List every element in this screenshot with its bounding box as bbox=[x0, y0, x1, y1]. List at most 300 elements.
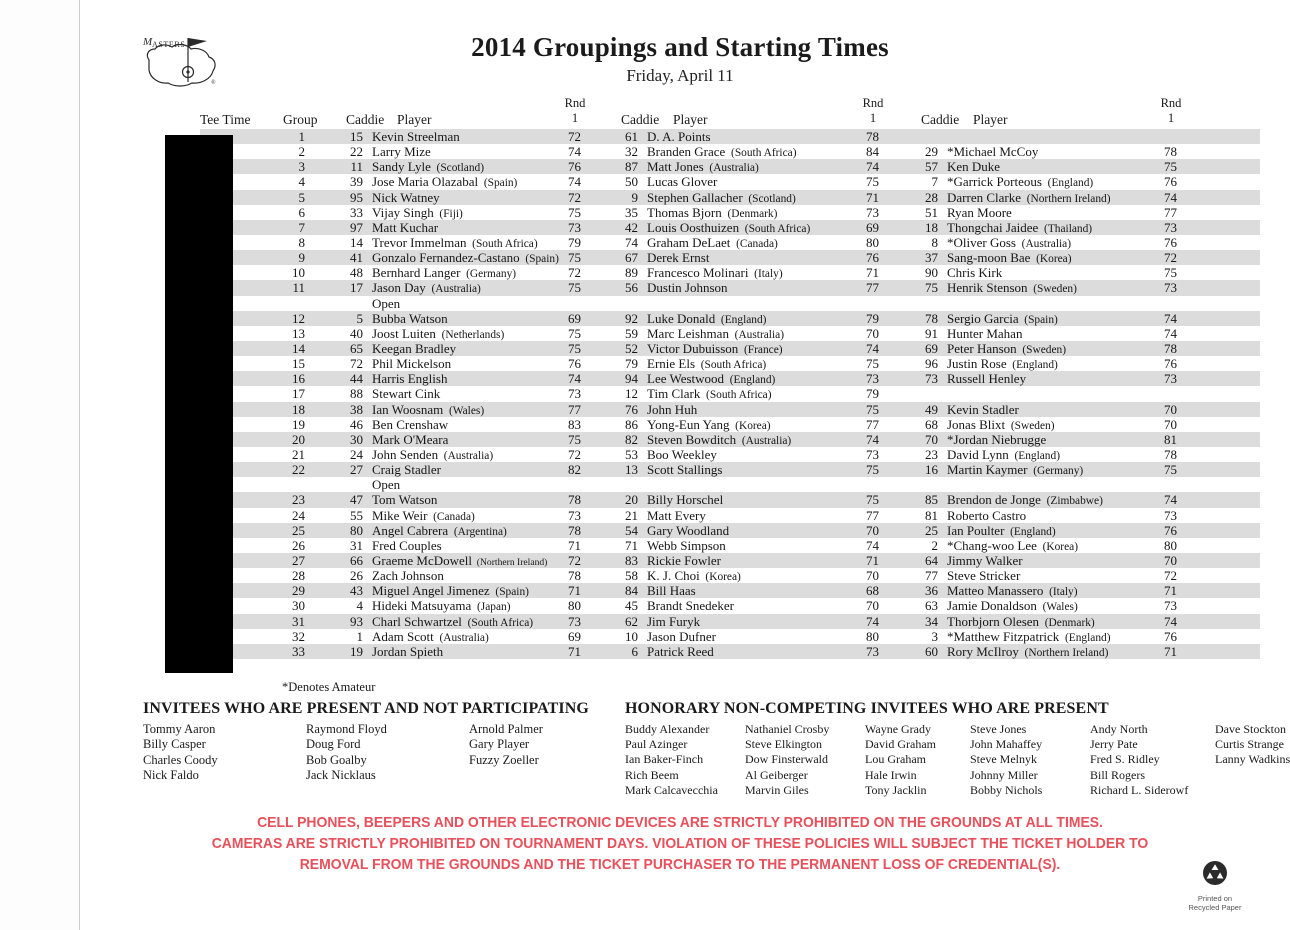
caddie-number: 40 bbox=[350, 325, 363, 341]
player-name: Thomas Bjorn (Denmark) bbox=[647, 204, 778, 220]
player-name: Justin Rose (England) bbox=[947, 356, 1058, 372]
caddie-number: 78 bbox=[925, 310, 938, 326]
caddie-number: 81 bbox=[925, 507, 938, 523]
player-country: (Germany) bbox=[1027, 465, 1084, 478]
group-number: 1 bbox=[298, 129, 305, 144]
caddie-number: 51 bbox=[925, 204, 938, 220]
player-country: (Northern Ireland) bbox=[1018, 646, 1109, 659]
table-row bbox=[200, 523, 1260, 538]
honorary-invitees-names bbox=[625, 722, 1290, 804]
player-country: (Australia) bbox=[1015, 237, 1072, 250]
caddie-number: 88 bbox=[350, 386, 363, 402]
caddie-number: 91 bbox=[925, 325, 938, 341]
round-1-score: 73 bbox=[866, 371, 879, 387]
round-1-score: 76 bbox=[1164, 174, 1177, 190]
caddie-number: 84 bbox=[625, 583, 638, 599]
table-row bbox=[200, 250, 1260, 265]
player-name: Ben Crenshaw bbox=[372, 416, 449, 432]
header-tee-time: Tee Time bbox=[200, 112, 251, 127]
honorary-invitee-name: Paul Azinger bbox=[625, 737, 688, 752]
table-row bbox=[200, 386, 1260, 401]
caddie-number: 57 bbox=[925, 159, 938, 175]
table-body bbox=[200, 129, 1260, 659]
caddie-number: 10 bbox=[625, 628, 638, 644]
group-number: 8 bbox=[298, 234, 305, 250]
player-name: Kevin Streelman bbox=[372, 129, 460, 144]
caddie-number: 97 bbox=[350, 219, 363, 235]
player-country: (Korea) bbox=[729, 419, 771, 432]
caddie-number: 42 bbox=[625, 219, 638, 235]
table-row bbox=[200, 402, 1260, 417]
player-name: Russell Henley bbox=[947, 371, 1027, 387]
round-1-score: 73 bbox=[568, 507, 581, 523]
table-row bbox=[200, 447, 1260, 462]
table-row bbox=[200, 462, 1260, 477]
group-number: 9 bbox=[298, 250, 305, 266]
player-name: Sang-moon Bae (Korea) bbox=[947, 250, 1072, 266]
round-1-score: 69 bbox=[568, 628, 581, 644]
player-name: Ryan Moore bbox=[947, 204, 1012, 220]
caddie-number: 8 bbox=[931, 234, 938, 250]
table-row bbox=[200, 614, 1260, 629]
caddie-number: 68 bbox=[925, 416, 938, 432]
player-name: Matt Jones (Australia) bbox=[647, 159, 759, 175]
caddie-number: 65 bbox=[350, 340, 363, 356]
round-1-score: 72 bbox=[568, 129, 581, 144]
honorary-invitees-section bbox=[625, 700, 1290, 804]
group-number: 28 bbox=[292, 568, 305, 584]
player-name: Larry Mize bbox=[372, 144, 431, 160]
round-1-score: 71 bbox=[866, 189, 879, 205]
table-row bbox=[200, 159, 1260, 174]
round-1-score: 69 bbox=[568, 310, 581, 326]
honorary-invitee-name: Tony Jacklin bbox=[865, 782, 927, 797]
player-country: (Sweden) bbox=[1005, 419, 1055, 432]
round-1-score: 74 bbox=[1164, 325, 1177, 341]
player-country: (England) bbox=[1041, 177, 1094, 190]
player-name: Gary Woodland bbox=[647, 522, 730, 538]
group-number: 3 bbox=[298, 159, 305, 175]
player-name: Steven Bowditch (Australia) bbox=[647, 431, 792, 447]
player-country: (Denmark) bbox=[721, 207, 778, 220]
invitees-not-participating-section bbox=[143, 700, 643, 790]
player-name: Adam Scott (Australia) bbox=[372, 628, 489, 644]
player-country: (Australia) bbox=[703, 162, 759, 175]
player-name: Angel Cabrera (Argentina) bbox=[372, 522, 507, 538]
player-name: Sandy Lyle (Scotland) bbox=[372, 159, 485, 175]
player-country: (England) bbox=[1006, 359, 1058, 372]
player-name: *Oliver Goss (Australia) bbox=[947, 234, 1072, 250]
round-1-score: 74 bbox=[568, 174, 581, 190]
round-1-score: 76 bbox=[568, 356, 581, 372]
player-country: (Wales) bbox=[443, 404, 485, 417]
caddie-number: 27 bbox=[350, 462, 363, 478]
caddie-number: 73 bbox=[925, 371, 938, 387]
round-1-score: 76 bbox=[1164, 356, 1177, 372]
player-country: (South Africa) bbox=[695, 359, 767, 372]
player-country: (Scotland) bbox=[430, 162, 485, 175]
player-name: D. A. Points bbox=[647, 129, 711, 144]
caddie-number: 48 bbox=[350, 265, 363, 281]
round-1-score: 74 bbox=[1164, 492, 1177, 508]
caddie-number: 25 bbox=[925, 522, 938, 538]
player-country: (Korea) bbox=[699, 571, 741, 584]
invitee-column bbox=[143, 722, 218, 784]
caddie-number: 32 bbox=[625, 144, 638, 160]
player-country: (Netherlands) bbox=[435, 328, 505, 341]
caddie-number: 52 bbox=[625, 340, 638, 356]
caddie-number: 54 bbox=[625, 522, 638, 538]
caddie-number: 87 bbox=[625, 159, 638, 175]
caddie-number: 61 bbox=[625, 129, 638, 144]
table-row bbox=[200, 432, 1260, 447]
table-row bbox=[200, 417, 1260, 432]
honorary-invitee-name: Rich Beem bbox=[625, 767, 679, 782]
caddie-number: 28 bbox=[925, 189, 938, 205]
player-country: (England) bbox=[724, 374, 776, 387]
caddie-number: 53 bbox=[625, 446, 638, 462]
warning-line: CAMERAS ARE STRICTLY PROHIBITED ON TOURNAMENT DAYS. VIOLATION OF THESE POLICIES WILL SUBJECT THE TICKET HOLDER TO bbox=[211, 835, 1149, 852]
round-1-score: 71 bbox=[1164, 583, 1177, 599]
round-1-score: 75 bbox=[568, 325, 581, 341]
player-name: Brandt Snedeker bbox=[647, 598, 735, 614]
caddie-number: 80 bbox=[350, 522, 363, 538]
caddie-number: 13 bbox=[625, 462, 638, 478]
document-sheet bbox=[80, 0, 1290, 930]
player-name: Marc Leishman (Australia) bbox=[647, 325, 784, 341]
player-country: (Scotland) bbox=[742, 192, 796, 205]
caddie-number: 83 bbox=[625, 552, 638, 568]
round-1-score: 77 bbox=[568, 401, 581, 417]
table-row bbox=[200, 553, 1260, 568]
caddie-number: 4 bbox=[356, 598, 363, 614]
invitee-name: Doug Ford bbox=[306, 737, 361, 752]
honorary-invitee-name: Fred S. Ridley bbox=[1090, 752, 1160, 767]
svg-text:®: ® bbox=[211, 80, 216, 86]
player-country: (Spain) bbox=[519, 253, 559, 266]
caddie-number: 3 bbox=[931, 628, 938, 644]
caddie-number: 90 bbox=[925, 265, 938, 281]
round-1-score: 73 bbox=[1164, 219, 1177, 235]
player-country: (Canada) bbox=[427, 510, 475, 523]
caddie-number: 63 bbox=[925, 598, 938, 614]
caddie-number: 45 bbox=[625, 598, 638, 614]
header-player-1: Player bbox=[397, 112, 432, 127]
round-1-score: 74 bbox=[866, 613, 879, 629]
honorary-invitee-name: Dow Finsterwald bbox=[745, 752, 828, 767]
player-country: (South Africa) bbox=[466, 237, 538, 250]
caddie-number: 37 bbox=[925, 250, 938, 266]
caddie-number: 89 bbox=[625, 265, 638, 281]
group-number: 16 bbox=[292, 371, 305, 387]
round-1-score: 70 bbox=[866, 598, 879, 614]
round-1-score: 70 bbox=[1164, 416, 1177, 432]
table-open-slot-row bbox=[200, 296, 1260, 311]
round-1-score: 74 bbox=[568, 144, 581, 160]
honorary-invitees-heading: HONORARY NON-COMPETING INVITEES WHO ARE PRESENT bbox=[625, 700, 1109, 717]
table-row bbox=[200, 629, 1260, 644]
table-open-slot-row bbox=[200, 477, 1260, 492]
header-caddie-3: Caddie bbox=[921, 112, 960, 127]
round-1-score: 80 bbox=[1164, 537, 1177, 553]
player-name: Graham DeLaet (Canada) bbox=[647, 234, 778, 250]
round-1-score: 75 bbox=[866, 356, 879, 372]
caddie-number: 85 bbox=[925, 492, 938, 508]
honorary-invitee-name: Richard L. Siderowf bbox=[1090, 782, 1189, 797]
player-name: Mark O'Meara bbox=[372, 431, 449, 447]
table-row bbox=[200, 326, 1260, 341]
round-1-score: 78 bbox=[1164, 340, 1177, 356]
player-country: (Japan) bbox=[471, 601, 511, 614]
table-row bbox=[200, 220, 1260, 235]
round-1-score: 78 bbox=[568, 492, 581, 508]
player-name: Zach Johnson bbox=[372, 568, 444, 584]
svg-text:M: M bbox=[143, 36, 153, 48]
caddie-number: 22 bbox=[350, 144, 363, 160]
round-1-score: 78 bbox=[866, 129, 879, 144]
player-country: (Canada) bbox=[730, 237, 778, 250]
player-name: Lee Westwood (England) bbox=[647, 371, 776, 387]
round-1-score: 71 bbox=[568, 583, 581, 599]
player-name: Mike Weir (Canada) bbox=[372, 507, 475, 523]
group-number: 6 bbox=[298, 204, 305, 220]
caddie-number: 24 bbox=[350, 446, 363, 462]
group-number: 13 bbox=[292, 325, 305, 341]
header-rnd-3: Rnd bbox=[1160, 96, 1182, 110]
honorary-invitee-column bbox=[970, 722, 1042, 798]
player-name: Jonas Blixt (Sweden) bbox=[947, 416, 1055, 432]
player-country: (Australia) bbox=[425, 283, 481, 296]
caddie-number: 59 bbox=[625, 325, 638, 341]
player-name: Boo Weekley bbox=[647, 446, 717, 462]
table-row bbox=[200, 311, 1260, 326]
honorary-invitee-name: Steve Melnyk bbox=[970, 752, 1037, 767]
invitee-name: Tommy Aaron bbox=[143, 722, 216, 736]
player-name: Ken Duke bbox=[947, 159, 1001, 175]
round-1-score: 71 bbox=[568, 537, 581, 553]
round-1-score: 74 bbox=[568, 371, 581, 387]
prohibited-devices-warning bbox=[178, 812, 1182, 875]
honorary-invitee-name: Mark Calcavecchia bbox=[625, 782, 718, 797]
recycled-paper-mark bbox=[1185, 860, 1245, 912]
round-1-score: 73 bbox=[866, 446, 879, 462]
player-name: Darren Clarke (Northern Ireland) bbox=[947, 189, 1111, 205]
round-1-score: 80 bbox=[866, 628, 879, 644]
group-number: 5 bbox=[298, 189, 305, 205]
group-number: 15 bbox=[292, 356, 305, 372]
tee-time-redaction-bar bbox=[165, 135, 233, 673]
page-title: 2014 Groupings and Starting Times bbox=[471, 32, 889, 62]
group-number: 25 bbox=[292, 522, 305, 538]
honorary-invitee-name: Steve Jones bbox=[970, 722, 1027, 736]
honorary-invitee-name: Johnny Miller bbox=[970, 767, 1038, 782]
player-name: Dustin Johnson bbox=[647, 280, 728, 296]
player-name: Webb Simpson bbox=[647, 537, 726, 553]
group-number: 19 bbox=[292, 416, 305, 432]
invitee-name: Nick Faldo bbox=[143, 768, 199, 783]
player-name: Fred Couples bbox=[372, 537, 442, 553]
warning-line: CELL PHONES, BEEPERS AND OTHER ELECTRONIC DEVICES ARE STRICTLY PROHIBITED ON THE GROUNDS AT ALL TIMES. bbox=[257, 814, 1103, 831]
player-country: (Spain) bbox=[489, 586, 529, 599]
recycled-caption-line1: Printed on bbox=[1197, 894, 1233, 903]
table-row bbox=[200, 492, 1260, 507]
honorary-invitee-column bbox=[865, 722, 936, 798]
round-1-score: 73 bbox=[1164, 280, 1177, 296]
player-country: (Zimbabwe) bbox=[1040, 495, 1103, 508]
caddie-number: 9 bbox=[631, 189, 638, 205]
recycled-caption-line2: Recycled Paper bbox=[1188, 903, 1242, 912]
caddie-number: 2 bbox=[931, 537, 938, 553]
round-1-score: 74 bbox=[866, 537, 879, 553]
player-country: (England) bbox=[715, 313, 767, 326]
player-country: (Germany) bbox=[460, 268, 517, 281]
player-name: Victor Dubuisson (France) bbox=[647, 340, 783, 356]
round-1-score: 77 bbox=[866, 280, 879, 296]
round-1-score: 74 bbox=[866, 431, 879, 447]
player-country: (South Africa) bbox=[700, 389, 772, 402]
caddie-number: 33 bbox=[350, 204, 363, 220]
player-country: (Denmark) bbox=[1039, 616, 1095, 629]
round-1-score: 73 bbox=[1164, 371, 1177, 387]
player-name: Graeme McDowell (Northern Ireland) bbox=[372, 552, 548, 568]
player-name: Roberto Castro bbox=[947, 507, 1027, 523]
invitees-not-participating-names bbox=[143, 722, 643, 790]
player-name: Luke Donald (England) bbox=[647, 310, 767, 326]
round-1-score: 72 bbox=[568, 552, 581, 568]
player-name: Billy Horschel bbox=[647, 492, 724, 508]
round-1-score: 77 bbox=[1164, 204, 1177, 220]
player-name: Branden Grace (South Africa) bbox=[647, 144, 797, 160]
table-row bbox=[200, 644, 1260, 659]
invitee-name: Charles Coody bbox=[143, 752, 218, 767]
caddie-number: 64 bbox=[925, 552, 938, 568]
round-1-score: 75 bbox=[568, 431, 581, 447]
caddie-number: 17 bbox=[350, 280, 363, 296]
group-number: 21 bbox=[292, 446, 305, 462]
group-number: 23 bbox=[292, 492, 305, 508]
caddie-number: 72 bbox=[350, 356, 363, 372]
player-name: Harris English bbox=[372, 371, 448, 387]
caddie-number: 43 bbox=[350, 583, 363, 599]
round-1-score: 80 bbox=[866, 234, 879, 250]
round-1-score: 75 bbox=[866, 401, 879, 417]
table-row bbox=[200, 190, 1260, 205]
round-1-score: 72 bbox=[1164, 568, 1177, 584]
player-name: Jimmy Walker bbox=[947, 552, 1023, 568]
round-1-score: 73 bbox=[866, 643, 879, 659]
caddie-number: 60 bbox=[925, 643, 938, 659]
honorary-invitee-name: Hale Irwin bbox=[865, 767, 917, 782]
round-1-score: 73 bbox=[568, 219, 581, 235]
caddie-number: 16 bbox=[925, 462, 938, 478]
player-country: (Spain) bbox=[1018, 313, 1058, 326]
group-number: 20 bbox=[292, 431, 305, 447]
player-country: (South Africa) bbox=[739, 222, 811, 235]
round-1-score: 75 bbox=[1164, 462, 1177, 478]
round-1-score: 69 bbox=[866, 219, 879, 235]
group-number: 22 bbox=[292, 462, 305, 478]
player-name: *Chang-woo Lee (Korea) bbox=[947, 537, 1078, 553]
player-country: (South Africa) bbox=[461, 616, 534, 629]
group-number: 2 bbox=[298, 144, 305, 160]
caddie-number: 82 bbox=[625, 431, 638, 447]
player-name: Ian Woosnam (Wales) bbox=[372, 401, 485, 417]
player-name: Bernhard Langer (Germany) bbox=[372, 265, 517, 281]
group-number: 30 bbox=[292, 598, 305, 614]
player-country: (England) bbox=[1059, 631, 1111, 644]
player-name: Vijay Singh (Fiji) bbox=[372, 204, 463, 220]
invitee-name: Arnold Palmer bbox=[469, 722, 543, 736]
round-1-score: 74 bbox=[866, 340, 879, 356]
player-name: Ian Poulter (England) bbox=[947, 522, 1056, 538]
honorary-invitee-name: Andy North bbox=[1090, 722, 1148, 736]
group-number: 12 bbox=[292, 310, 305, 326]
group-number: 29 bbox=[292, 583, 305, 599]
round-1-score: 75 bbox=[866, 174, 879, 190]
player-name: Joost Luiten (Netherlands) bbox=[372, 325, 505, 341]
player-name: John Huh bbox=[647, 401, 698, 417]
caddie-number: 46 bbox=[350, 416, 363, 432]
round-1-score: 73 bbox=[1164, 598, 1177, 614]
round-1-score: 79 bbox=[866, 310, 879, 326]
player-country: (Korea) bbox=[1030, 253, 1072, 266]
round-1-score: 76 bbox=[866, 250, 879, 266]
player-name: Stephen Gallacher (Scotland) bbox=[647, 189, 796, 205]
player-country: (Fiji) bbox=[433, 207, 463, 220]
honorary-invitee-name: Buddy Alexander bbox=[625, 722, 710, 736]
honorary-invitee-name: Ian Baker-Finch bbox=[625, 752, 704, 767]
caddie-number: 30 bbox=[350, 431, 363, 447]
honorary-invitee-name: Wayne Grady bbox=[865, 722, 932, 736]
round-1-score: 71 bbox=[1164, 643, 1177, 659]
caddie-number: 26 bbox=[350, 568, 363, 584]
invitee-name: Bob Goalby bbox=[306, 752, 367, 767]
round-1-score: 78 bbox=[1164, 144, 1177, 160]
caddie-number: 93 bbox=[350, 613, 363, 629]
invitee-name: Gary Player bbox=[469, 737, 530, 752]
player-name: Ernie Els (South Africa) bbox=[647, 356, 767, 372]
header-rnd-num-2: 1 bbox=[869, 111, 877, 125]
round-1-score: 74 bbox=[1164, 613, 1177, 629]
player-name: Bubba Watson bbox=[372, 310, 448, 326]
caddie-number: 5 bbox=[356, 310, 363, 326]
table-row bbox=[200, 235, 1260, 250]
header-player-2: Player bbox=[673, 112, 708, 127]
player-country: (Spain) bbox=[478, 177, 518, 190]
caddie-number: 95 bbox=[350, 189, 363, 205]
table-header-row bbox=[200, 93, 1260, 129]
round-1-score: 75 bbox=[568, 340, 581, 356]
player-country: (Argentina) bbox=[448, 525, 507, 538]
table-row bbox=[200, 205, 1260, 220]
player-name: Henrik Stenson (Sweden) bbox=[947, 280, 1077, 296]
player-name: Matt Kuchar bbox=[372, 219, 439, 235]
player-name: Keegan Bradley bbox=[372, 340, 457, 356]
round-1-score: 74 bbox=[1164, 189, 1177, 205]
player-country: (Korea) bbox=[1036, 540, 1078, 553]
honorary-invitee-name: Steve Elkington bbox=[745, 737, 822, 752]
caddie-number: 49 bbox=[925, 401, 938, 417]
round-1-score: 76 bbox=[568, 159, 581, 175]
invitee-column bbox=[306, 722, 387, 784]
player-country: (Australia) bbox=[433, 631, 489, 644]
round-1-score: 71 bbox=[568, 643, 581, 659]
honorary-invitee-column bbox=[1215, 722, 1290, 768]
player-country: (Australia) bbox=[438, 449, 494, 462]
round-1-score: 75 bbox=[1164, 159, 1177, 175]
caddie-number: 67 bbox=[625, 250, 638, 266]
table-row bbox=[200, 265, 1260, 280]
